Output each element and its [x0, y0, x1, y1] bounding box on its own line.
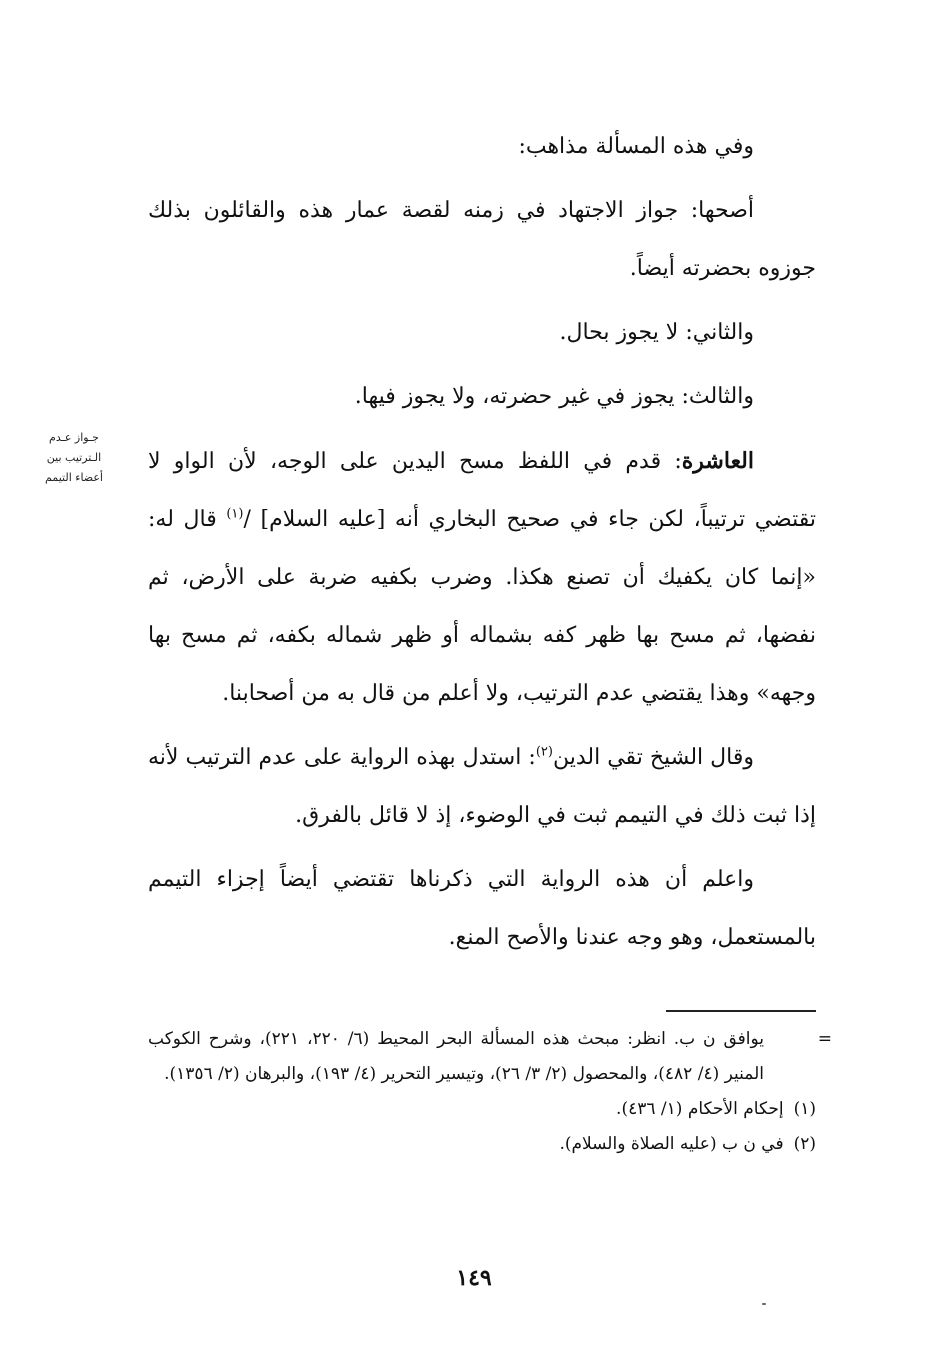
footnote-text: في ن ب (عليه الصلاة والسلام).: [559, 1134, 784, 1154]
paragraph-first-view: أصحها: جواز الاجتهاد في زمنه لقصة عمار هذه والقائلون بذلك جوزوه بحضرته أيضاً.: [148, 198, 816, 281]
paragraph-conclusion: واعلم أن هذه الرواية التي ذكرناها تقتضي أيضاً إجزاء التيمم بالمستعمل، وهو وجه عندنا والأصح المنع.: [148, 867, 816, 950]
margin-note-line: الـترتيب بين: [46, 451, 102, 464]
footnotes: [148, 1022, 832, 1162]
paragraph-text: وقال الشيخ تقي الدين: [552, 745, 754, 770]
main-text: [148, 118, 816, 967]
paragraph-third-view: والثالث: يجوز في غير حضرته، ولا يجوز فيها.: [354, 384, 754, 409]
paragraph-intro: وفي هذه المسألة مذاهب:: [518, 134, 754, 159]
footnote-text: إحكام الأحكام (١/ ٤٣٦).: [616, 1099, 784, 1119]
margin-note: [22, 428, 126, 488]
paragraph-second-view: والثاني: لا يجوز بحال.: [559, 320, 754, 345]
page-number: ١٤٩: [456, 1265, 492, 1291]
paragraph-text: : قدم في اللفظ مسح اليدين على الوجه، لأن الواو لا تقتضي ترتيباً، لكن جاء في صحيح البخاري أنه [عليه السلام] /: [148, 449, 816, 532]
section-heading: العاشرة: [681, 448, 754, 474]
continuation-mark: =: [817, 1029, 832, 1049]
footnote-1: [148, 1092, 816, 1127]
paragraph-taqi-aldin: [148, 729, 816, 845]
footnote-number: (١): [793, 1099, 816, 1119]
footnote-2: [148, 1127, 816, 1162]
paragraph-text: قال له: «إنما كان يكفيك أن تصنع هكذا. وضرب بكفيه ضربة على الأرض، ثم نفضها، ثم مسح بها ظهر كفه بشماله أو ظهر شماله بكفه، ثم مسح بها وجهه» وهذا يقتضي عدم الترتيب، ولا أعلم من قال به من أصحابنا.: [148, 507, 816, 706]
footnote-ref-2: (٢): [535, 744, 553, 760]
margin-note-line: أعضاء التيمم: [45, 471, 103, 484]
margin-note-line: جـواز عـدم: [49, 431, 99, 444]
footnote-divider: [666, 1010, 816, 1012]
footnote-text: يوافق ن ب. انظر: مبحث هذه المسألة البحر المحيط (٦/ ٢٢٠، ٢٢١)، وشرح الكوكب المنير (٤/ ٤٨٢)، والمحصول (٢/ ٣/ ٢٦)، وتيسير التحرير (٤/ ١٩٣)، والبرهان (٢/ ١٣٥٦).: [148, 1029, 764, 1084]
footnote-ref-1: (١): [226, 506, 244, 522]
footnote-number: (٢): [793, 1134, 816, 1154]
paragraph-text: : استدل بهذه الرواية على عدم الترتيب لأنه إذا ثبت ذلك في التيمم ثبت في الوضوء، إذ لا قائل بالفرق.: [148, 745, 816, 828]
footnote-continuation: [148, 1022, 832, 1092]
paragraph-tenth-issue: [148, 432, 816, 723]
scan-speck: [762, 1303, 766, 1305]
